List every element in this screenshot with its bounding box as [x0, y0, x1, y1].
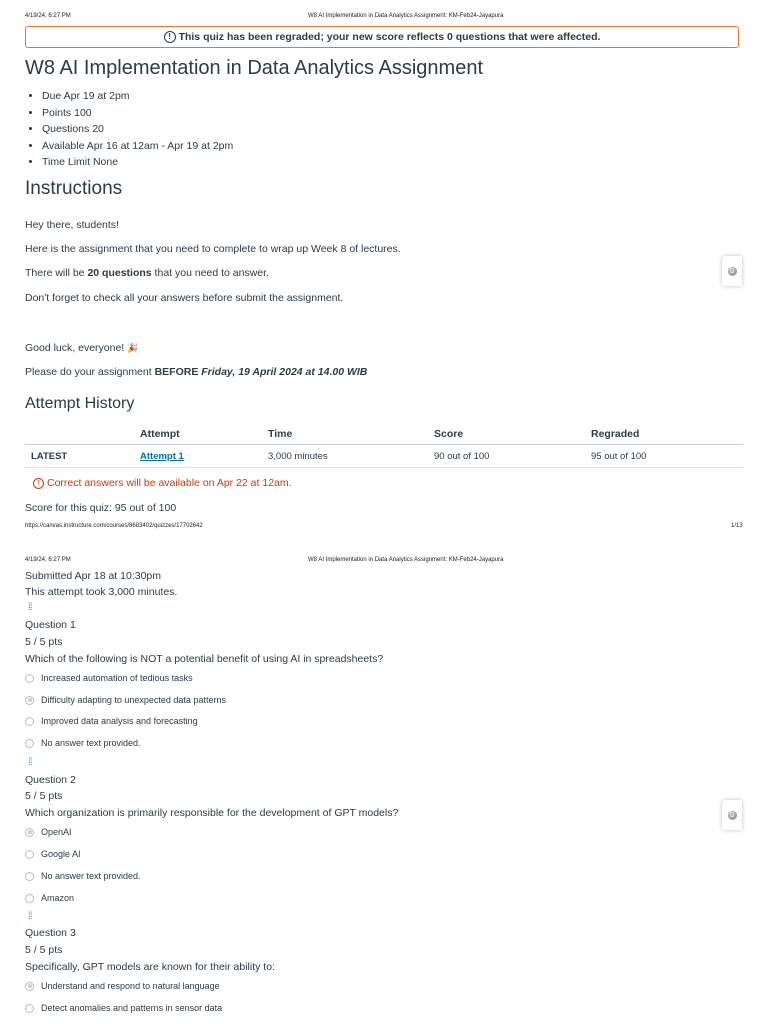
- detail-points: • Points 100: [42, 107, 233, 124]
- page-title: W8 AI Implementation in Data Analytics Assignment: [25, 57, 483, 79]
- instructions-reminder: Don't forget to check all your answers before submit the assignment.: [25, 292, 344, 304]
- party-popper-icon: 🎉: [127, 343, 139, 353]
- question-text: Specifically, GPT models are known for their ability to:: [25, 961, 275, 973]
- print-header-datetime: 4/19/24, 6:27 PM: [25, 13, 71, 19]
- instructions-line: Here is the assignment that you need to complete to wrap up Week 8 of lectures.: [25, 243, 401, 255]
- info-icon: !: [164, 31, 176, 43]
- detail-time-limit: • Time Limit None: [42, 156, 233, 173]
- attempt-duration: This attempt took 3,000 minutes.: [25, 586, 178, 598]
- attempt-time: 3,000 minutes: [262, 445, 428, 468]
- radio-button: [25, 696, 34, 705]
- answer-option: Detect anomalies and patterns in sensor data: [25, 1003, 222, 1013]
- instructions-greeting: Hey there, students!: [25, 219, 119, 231]
- print-header-datetime: 4/19/24, 6:27 PM: [25, 557, 71, 563]
- radio-button: [25, 739, 34, 748]
- drag-handle-icon[interactable]: ⁞⁞: [28, 911, 32, 922]
- attempt-history-table: [25, 424, 743, 468]
- radio-button: [25, 828, 34, 837]
- question-text: Which organization is primarily responsible for the development of GPT models?: [25, 807, 399, 819]
- answer-option: OpenAI: [25, 827, 72, 837]
- col-header-attempt: Attempt: [134, 424, 262, 445]
- radio-button: [25, 982, 34, 991]
- col-header-label: [25, 424, 134, 445]
- table-header-row: [25, 424, 743, 445]
- submitted-time: Submitted Apr 18 at 10:30pm: [25, 570, 162, 582]
- side-accessibility-button[interactable]: [722, 256, 742, 286]
- detail-available: • Available Apr 16 at 12am - Apr 19 at 2pm: [42, 140, 233, 157]
- correct-answers-notice: ! Correct answers will be available on Apr 22 at 12am.: [33, 477, 292, 489]
- side-accessibility-button[interactable]: [722, 800, 742, 830]
- quiz-score: Score for this quiz: 95 out of 100: [25, 502, 177, 514]
- attempt-score: 90 out of 100: [428, 445, 585, 468]
- answer-option: Amazon: [25, 893, 74, 903]
- gear-icon: ⚙: [728, 811, 736, 819]
- warning-icon: !: [33, 478, 44, 489]
- answer-option: Difficulty adapting to unexpected data patterns: [25, 695, 226, 705]
- regrade-banner-text: This quiz has been regraded; your new score reflects 0 questions that were affected.: [178, 31, 601, 43]
- answer-option: No answer text provided.: [25, 738, 141, 748]
- drag-handle-icon[interactable]: ⁞⁞: [28, 757, 32, 768]
- question-label: Question 2: [25, 774, 76, 786]
- instructions-question-count: There will be 20 questions that you need to answer.: [25, 267, 269, 279]
- radio-button: [25, 894, 34, 903]
- answer-option: Understand and respond to natural language: [25, 981, 220, 991]
- instructions-deadline: Please do your assignment BEFORE Friday, 19 April 2024 at 14.00 WIB: [25, 366, 368, 378]
- print-footer-url: https://canvas.instructure.com/courses/8683402/quizzes/17702642: [25, 523, 203, 529]
- question-points: 5 / 5 pts: [25, 790, 63, 802]
- question-label: Question 1: [25, 619, 76, 631]
- radio-button: [25, 872, 34, 881]
- attempt-regraded: 95 out of 100: [585, 445, 743, 468]
- latest-label: LATEST: [25, 445, 134, 468]
- drag-handle-icon[interactable]: ⁞⁞: [28, 602, 32, 613]
- quiz-details: [25, 90, 233, 173]
- answer-option: No answer text provided.: [25, 871, 141, 881]
- print-header-title: W8 AI Implementation in Data Analytics Assignment: KM-Feb24-Jayapura: [308, 557, 504, 563]
- attempt-1-link[interactable]: Attempt 1: [140, 450, 184, 462]
- answer-option: Improved data analysis and forecasting: [25, 716, 198, 726]
- answer-option: Google AI: [25, 849, 81, 859]
- col-header-score: Score: [428, 424, 585, 445]
- table-row: [25, 445, 743, 468]
- instructions-good-luck: Good luck, everyone! 🎉: [25, 342, 139, 354]
- regrade-banner: [25, 26, 739, 48]
- question-text: Which of the following is NOT a potential benefit of using AI in spreadsheets?: [25, 653, 384, 665]
- detail-questions: • Questions 20: [42, 123, 233, 140]
- answer-option: Increased automation of tedious tasks: [25, 673, 193, 683]
- radio-button: [25, 1004, 34, 1013]
- instructions-heading: Instructions: [25, 178, 123, 199]
- gear-icon: ⚙: [728, 267, 736, 275]
- question-points: 5 / 5 pts: [25, 636, 63, 648]
- detail-due: • Due Apr 19 at 2pm: [42, 90, 233, 107]
- question-points: 5 / 5 pts: [25, 944, 63, 956]
- radio-button: [25, 717, 34, 726]
- print-footer-page: 1/13: [731, 523, 743, 529]
- radio-button: [25, 850, 34, 859]
- col-header-time: Time: [262, 424, 428, 445]
- col-header-regraded: Regraded: [585, 424, 743, 445]
- attempt-history-heading: Attempt History: [25, 395, 135, 412]
- print-header-title: W8 AI Implementation in Data Analytics Assignment: KM-Feb24-Jayapura: [308, 13, 504, 19]
- question-label: Question 3: [25, 927, 76, 939]
- radio-button: [25, 674, 34, 683]
